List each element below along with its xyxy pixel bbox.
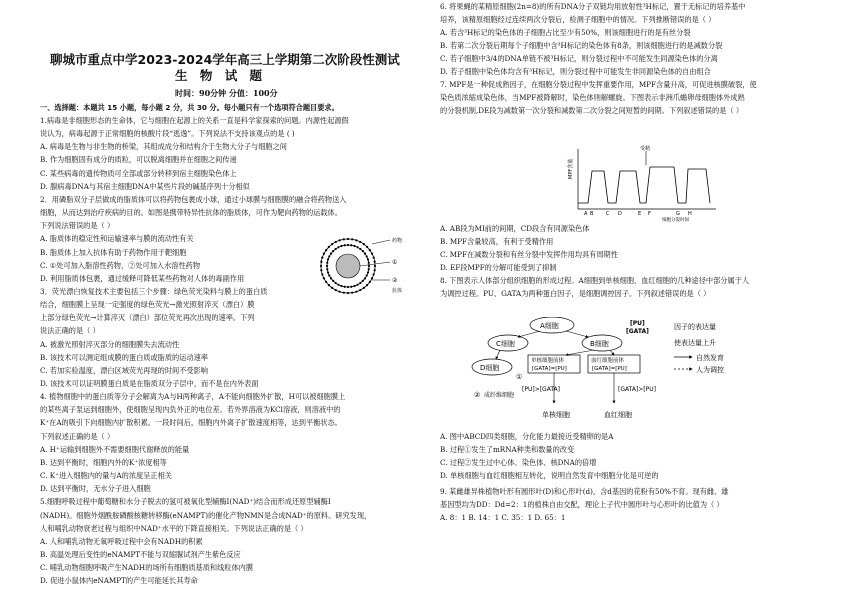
lipid-head — [356, 284, 358, 286]
exam-subject: 生 物 试 题 — [175, 68, 267, 83]
cell-a: A细胞 — [540, 322, 559, 330]
mpf-tick-label: G — [676, 211, 680, 217]
left-text-line: A. 被激光照射淬灭部分的细胞膜失去流动性 — [40, 339, 180, 349]
lipid-head — [353, 245, 355, 247]
right-text-line: A. AB段为MⅠ前的间期，CD段含有同源染色体 — [440, 224, 590, 233]
lipid-head — [364, 277, 366, 279]
lipid-head — [343, 292, 345, 294]
left-text-line: 3．荧光漂白恢复技术主要包括三个步骤：绿色荧光染料与膜上的蛋白质 — [40, 286, 268, 296]
lipid-head — [320, 265, 322, 267]
lipid-head — [335, 248, 337, 250]
mpf-xlabel: 细胞分裂时间 — [662, 218, 689, 223]
left-text-line: D. 达到平衡时，无水分子进入细胞 — [40, 484, 151, 494]
lipid-head — [340, 285, 342, 287]
lipid-head — [356, 246, 358, 248]
right-text-line: 6. 将果蝇的某精原细胞(2n=8)的所有DNA分子双链均用放射性³H标记，置于无标记的培养基中 — [440, 2, 746, 11]
right-text-line: 基因型均为DD：Dd=2：1的植株自由交配，理论上子代中圆形叶与心形叶的比值为（ ） — [440, 500, 724, 509]
lipid-head — [337, 246, 339, 248]
left-text-line: 下列叙述正确的是（ ） — [40, 431, 115, 441]
left-text-line: B. 脂质体上加入抗体有助于药物作用于靶细胞 — [40, 247, 187, 257]
lipid-head — [339, 239, 341, 241]
lipid-head — [347, 286, 349, 288]
monocyte: 单核细胞 — [542, 411, 570, 419]
legend-increase: 使表达量上升 — [674, 339, 716, 347]
lipid-head — [327, 271, 329, 273]
fig2-label-2: ② — [392, 277, 398, 284]
lipid-head — [366, 274, 368, 276]
left-text-line: A. 人和哺乳动物无氧呼吸过程中会有NADH的积累 — [40, 536, 203, 546]
liposome-figure — [298, 232, 418, 300]
lipid-head — [326, 268, 328, 270]
lipid-head — [330, 253, 332, 255]
lipid-head — [374, 269, 376, 271]
mpf-tick-label: E — [638, 211, 642, 217]
lipid-head — [321, 273, 323, 275]
lipid-head — [366, 284, 368, 286]
left-text-line: 细胞，从而达到治疗疾病的目的。如图是携带特异性抗体的脂质体，可作为靶向药物的运载体。 — [40, 208, 342, 218]
lipid-head — [371, 277, 373, 279]
lipid-head — [351, 292, 353, 294]
lipid-head — [355, 239, 357, 241]
lipid-head — [321, 257, 323, 259]
lipid-head — [325, 249, 327, 251]
lipid-head — [359, 282, 361, 284]
lipid-head — [359, 241, 361, 243]
lipid-head — [371, 253, 373, 255]
lipid-head — [367, 258, 369, 260]
cell-b: B细胞 — [590, 340, 609, 348]
lipid-head — [351, 238, 353, 240]
lipid-head — [353, 285, 355, 287]
left-text-line: B. 高温处理后变性的eNAMPT不能与双缩脲试剂产生紫色反应 — [40, 549, 241, 559]
factor-pu: [PU] — [630, 320, 645, 327]
right-text-line: B. 若第二次分裂后期每个子细胞中含³H标记的染色体有8条，则该细胞进行的是减数分裂 — [440, 41, 723, 50]
legend-artificial: 人为调控 — [696, 366, 724, 374]
lipid-head — [344, 286, 346, 288]
lipid-head — [368, 268, 370, 270]
lipid-head — [374, 261, 376, 263]
lipid-head — [328, 255, 330, 257]
step-1: ① — [516, 373, 523, 381]
fig2-label-drug: 药物 — [392, 238, 403, 244]
lipid-head — [359, 248, 361, 250]
left-text-line: 1.病毒是非细胞形态的生命体，它与细胞在起源上的关系一直是科学家探索的问题。内源性起源假 — [40, 116, 349, 125]
exam-meta: 时间：90分钟 分值：100分 — [175, 88, 278, 98]
lipid-head — [335, 282, 337, 284]
lipid-head — [359, 289, 361, 291]
left-text-line: (NADH)。细胞外烟酰胺磷酸核糖转移酶(eNAMPT)的催化产物NMN是合成NAD⁺的原料。研究发现， — [40, 510, 372, 520]
right-text-line: D. EF段MPF的分解可能受到了抑制 — [440, 263, 557, 272]
step-2: ② — [474, 391, 481, 399]
left-text-line: C. 若加实验温度，漂白区域荧光再现的时间不受影响 — [40, 365, 208, 375]
lipid-head — [332, 250, 334, 252]
left-text-line: C. 哺乳动物细胞呼吸产生NADH的场所有细胞质基质和线粒体内膜 — [40, 563, 254, 573]
right-text-line: 7. MPF是一种促成熟因子，在细胞分裂过程中发挥重要作用，MPF含量升高，可促进核膜破裂，使 — [440, 80, 757, 89]
left-text-line: A. 脂质体的稳定性和运输速率与膜的流动性有关 — [40, 234, 194, 244]
mpf-tick-label: F — [648, 211, 651, 217]
lipid-head — [374, 265, 376, 267]
lipid-head — [331, 287, 333, 289]
lipid-head — [335, 289, 337, 291]
right-text-line: D. 若子细胞中染色体均含有³H标记，则分裂过程中可能发生非同源染色体的自由组合 — [440, 67, 711, 76]
mpf-chart — [566, 143, 726, 223]
lipid-head — [367, 271, 369, 273]
mono-precursor-ratio: [GATA]=[PU] — [532, 366, 567, 372]
lipid-head — [331, 243, 333, 245]
left-text-line: A. 病毒是生物与非生物的桥梁，其组成成分和结构介于生物大分子与细胞之间 — [40, 142, 287, 152]
lipid-head — [368, 265, 370, 267]
mpf-ylabel: MPF含量 — [568, 158, 574, 179]
lipid-head — [328, 284, 330, 286]
lipid-head — [327, 258, 329, 260]
right-text-line: A. 图中ABCD四类细胞，分化能力最接近受精卵的是A — [440, 432, 614, 441]
left-text-line: C. ①处可加入脂溶性药物，②处可加入水溶性药物 — [40, 260, 201, 270]
lipid-head — [368, 262, 370, 264]
left-text-line: D. 促进小鼠体内eNAMPT的产生可能延长其寿命 — [40, 576, 198, 586]
left-text-line: B. 该技术可以测定组成膜的蛋白质或脂质的运动速率 — [40, 352, 208, 362]
lipid-head — [355, 291, 357, 293]
lipid-head — [373, 273, 375, 275]
left-text-line: 说法正确的是（ ） — [40, 326, 100, 336]
left-text-line: 2．用磷脂双分子层做成的脂质体可以将药物包裹成小球，通过小球膜与细胞膜的融合将药物送入 — [40, 194, 347, 204]
left-text-line: 结合，细胞膜上呈现一定强度的绿色荧光→激光照射淬灭（漂白）膜 — [40, 300, 255, 310]
lipid-head — [325, 281, 327, 283]
cell-diagram — [470, 317, 810, 427]
mpf-event: 受精 — [640, 146, 651, 152]
cell-c: C细胞 — [496, 340, 515, 348]
right-text-line: 为调控过程。PU、GATA为两种蛋白因子，是细胞调控因子。下列叙述错误的是（ ） — [440, 289, 711, 298]
section-heading: 一、选择题：本题共 15 小题，每小题 2 分，共 30 分。每小题只有一个选项符合题目要求。 — [40, 103, 339, 112]
fibroblast: 成纤维细胞 — [484, 392, 515, 399]
lipid-head — [328, 246, 330, 248]
lipid-head — [344, 244, 346, 246]
left-text-line: 下列说法错误的是（ ） — [40, 221, 115, 231]
right-text-line: D. 单核细胞与血红细胞相互转化，说明自然发育中细胞分化是可逆的 — [440, 471, 659, 480]
mpf-tick-label: H — [688, 211, 692, 217]
lipid-head — [332, 280, 334, 282]
left-text-line: 说认为，病毒起源于正常细胞的核酸片段“逃逸”。下列说法不支持该观点的是 ( ) — [40, 129, 295, 139]
right-text-line: 9. 某雌雄异株植物叶形有圆形叶(D)和心形叶(d)，含d基因的花粉有50%不育。现有雌、雄 — [440, 487, 729, 496]
lipid-head — [362, 250, 364, 252]
lipid-head — [330, 277, 332, 279]
mpf-tick-label: B — [590, 211, 594, 217]
rbc-precursor-ratio: [GATA]=[PU] — [592, 366, 627, 372]
lipid-head — [323, 277, 325, 279]
lipid-head — [350, 286, 352, 288]
left-text-line: 5.细胞呼吸过程中葡萄糖和水分子脱去的氢可被氧化型辅酶Ⅰ(NAD⁺)结合而形成还原型辅酶Ⅰ — [40, 497, 331, 507]
right-text-line: B. MPF含量较高，有利于受精作用 — [440, 237, 554, 246]
lipid-head — [347, 244, 349, 246]
right-text-line: C. 过程②发生过中心体、染色体、核DNA的倍增 — [440, 458, 597, 467]
lipid-head — [328, 274, 330, 276]
lipid-head — [337, 284, 339, 286]
left-text-line: D. 利用脂质体包裹，通过缓释可降低某些药物对人体的毒副作用 — [40, 273, 245, 283]
legend-expression: 因子的表达量 — [674, 323, 716, 331]
mpf-tick-label: A — [584, 211, 588, 217]
lipid-head — [320, 269, 322, 271]
right-text-line: C. 若子细胞中3/4的DNA单链不被³H标记，则分裂过程中不可能发生同源染色体的分离 — [440, 54, 718, 63]
pu-gt-gata: [PU]>[GATA] — [522, 386, 560, 393]
left-text-line: D. 该技术可以证明膜蛋白质是在脂质双分子层中，而不是在内外表面 — [40, 379, 259, 388]
exam-title: 聊城市重点中学2023-2024学年高三上学期第二次阶段性测试 — [50, 52, 400, 67]
mono-precursor: 单核细胞前体 — [531, 358, 565, 364]
lipid-head — [335, 241, 337, 243]
lipid-head — [366, 255, 368, 257]
left-text-line: D. 腺病毒DNA与其宿主细胞DNA中某些片段的碱基序列十分相似 — [40, 181, 250, 191]
fig2-label-1: ① — [392, 259, 398, 266]
gata-gt-pu: [GATA]>[PU] — [618, 386, 656, 393]
right-text-line: C. MPF在减数分裂和有丝分裂中发挥作用均具有周期性 — [440, 250, 618, 259]
left-text-line: B. 作为细胞固有成分的质粒，可以脱离细胞并在细胞之间传递 — [40, 155, 237, 165]
right-text-line: 8. 下图表示人体部分组织细胞的形成过程。A细胞到单核细胞、血红细胞的几种途径中部分属于人 — [440, 276, 750, 285]
right-text-line: 的分裂机制,DE段为减数第一次分裂和减数第二次分裂之间短暂的间期。下列叙述错误的是（ ） — [440, 106, 744, 115]
red-blood-cell: 血红细胞 — [604, 411, 632, 419]
left-text-line: B. 达到平衡时，细胞内外的K⁺浓度相等 — [40, 457, 167, 467]
lipid-head — [323, 253, 325, 255]
mpf-tick-label: C — [606, 211, 610, 217]
factor-gata: [GATA] — [626, 328, 649, 335]
left-text-line: K⁺在A的吸引下向细胞内扩散积累。一段时间后，细胞内外离子扩散速度相等，达到平衡状态。 — [40, 418, 342, 428]
lipid-head — [320, 261, 322, 263]
lipid-head — [364, 253, 366, 255]
lipid-head — [363, 287, 365, 289]
right-text-line: B. 过程①发生了mRNA种类和数量的改变 — [440, 445, 575, 454]
cell-d: D细胞 — [480, 364, 500, 372]
lipid-head — [347, 238, 349, 240]
fig2-label-antibody: 抗体 — [392, 288, 403, 294]
lipid-head — [339, 291, 341, 293]
lipid-head — [350, 244, 352, 246]
left-text-line: 人和哺乳动物衰老过程与组织中NAD⁺水平的下降直接相关。下列说法正确的是（ ） — [40, 523, 308, 533]
lipid-head — [340, 245, 342, 247]
lipid-head — [369, 249, 371, 251]
lipid-head — [362, 280, 364, 282]
left-text-line: C. K⁺进入细胞内的量与A的浓度呈正相关 — [40, 471, 172, 481]
right-text-line: A. 若含³H标记的染色体的子细胞占比至少有50%，则该细胞进行的是有丝分裂 — [440, 28, 691, 37]
lipid-head — [343, 238, 345, 240]
right-text-line: A. 8：1 B. 14：1 C. 35：1 D. 65：1 — [440, 513, 566, 522]
mpf-tick-label: D — [618, 211, 622, 217]
lipid-head — [363, 243, 365, 245]
right-text-line: 培养，该精原细胞经过连续两次分裂后，检测子细胞中的情况。下列推断错误的是（ ） — [440, 15, 716, 24]
legend-natural: 自然发育 — [696, 354, 724, 362]
lipid-head — [373, 257, 375, 259]
left-text-line: 4. 植物细胞中的蛋白质等分子会解离为A与H两种离子，A不能向细胞外扩散，H可以被细胞膜上 — [40, 392, 346, 402]
left-text-line: 的某些离子泵运到细胞外，使细胞呈现内负外正的电位差。若外界溶液为KCl溶液，则溶液中的 — [40, 405, 341, 415]
lipid-head — [366, 246, 368, 248]
lipid-head — [326, 265, 328, 267]
rbc-precursor: 血红细胞前体 — [591, 358, 625, 364]
left-text-line: 上部分绿色荧光→计算淬灭（漂白）部位荧光再次出现的速率。下列 — [40, 313, 255, 323]
right-text-line: 染色质浓缩成染色体，当MPF被降解时，染色体则解螺旋。下图表示非洲爪蟾卵母细胞体外成熟 — [440, 93, 745, 102]
lipid-head — [369, 281, 371, 283]
left-text-line: A. H⁺运输到细胞外不需要细胞代谢释放的能量 — [40, 444, 190, 454]
lipid-head — [326, 262, 328, 264]
lipid-head — [347, 292, 349, 294]
left-text-line: C. 某些病毒的遗传物质可全部或部分转移到宿主细胞染色体上 — [40, 168, 237, 178]
